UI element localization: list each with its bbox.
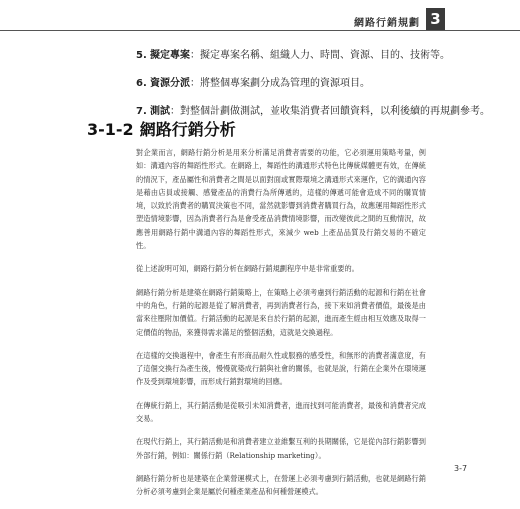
item-number: 5. — [136, 50, 147, 61]
paragraph: 在傳統行銷上，其行銷活動是從吸引未知消費者，進而找到可能消費者，最後和消費者完成交易。 — [136, 400, 426, 424]
paragraph: 網路行銷分析是建築在網路行銷策略上，在策略上必須考慮到行銷活動的起源和行銷在社會中的角色，行銷的起源是從了解消費者，再到消費者行為，接下來如消費者價值，最後是由當來往壓附加價值。行銷活動的起源是來自於行銷的起源，進而產生經由相互效應及取得一定價值的物品，來獲得需求滿足的整個活動，這就是交換過程。 — [136, 287, 426, 337]
page-number: 3-7 — [454, 464, 468, 473]
paragraph: 從上述說明可知，網路行銷分析在網路行銷規劃程序中是非常重要的。 — [136, 264, 359, 274]
item-number: 7. — [136, 106, 147, 117]
item-text: ：將整個專案劃分成為管理的資源項目。 — [190, 78, 370, 89]
item-term: 擬定專案 — [150, 50, 190, 61]
paragraph: 在這樣的交換過程中，會產生有形商品耐久性或服務的感受性，和無形的消費者滿意度，有了這個交換行為產生後，慢慢就築成行銷與社會的關係，也就是說，行銷在企業外在環境運作及受到環境影響，而形成行銷對環境的回應。 — [136, 350, 426, 387]
header-rule — [0, 30, 520, 31]
paragraph: 網路行銷分析也是建築在企業營運模式上，在營運上必須考慮到行銷活動，也就是網路行銷分析必須考慮到企業是屬於何種產業產品和何種營運模式。 — [136, 473, 426, 497]
section-heading — [87, 117, 236, 140]
list-item — [136, 48, 470, 76]
item-term: 資源分派 — [150, 78, 190, 89]
section-number: 3-1-2 — [87, 120, 134, 139]
section-title: 網路行銷分析 — [139, 120, 236, 139]
paragraph: 在現代行銷上，其行銷活動是和消費者建立並維繫互利的長期關係，它是從內部行銷影響到外部行銷，例如：關係行銷（Relationship marketing）。 — [136, 437, 426, 460]
running-header-title: 網路行銷規劃 — [354, 18, 420, 29]
chapter-number-badge: 3 — [426, 8, 445, 30]
item-text: ：對整個計劃做測試，並收集消費者回饋資料，以利後續的再規劃參考。 — [170, 106, 490, 117]
paragraph: 對企業而言，網路行銷分析是用來分析滿足消費者需要的功能，它必須運用策略考量，例如：溝通內容的舞蹈性形式。在網路上，舞蹈性的溝通形式特色比傳統媒體更有效，在傳統的情況下，產品屬性和消費者之間是以面對面或實際環境之溝通形式來運作，它的溝通內容是藉由店員或接觸、感覺產品的消費行為所傳遞的，這樣的傳遞可能會造成不同的購買情境，以致於消費者的購買決策也不同，當然就影響到消費者購買行為，故應運用舞蹈性形式塑造情境影響，因為消費者行為是會受產品消費情境影響，而改變彼此之間的互動情況，故應善用網路行銷中溝通內容的舞蹈性形式，來減少 web 上產品品質及行銷交易的不確定性。 — [136, 148, 426, 251]
list-item — [136, 76, 470, 104]
body-content — [136, 146, 426, 509]
item-term: 測試 — [150, 106, 170, 117]
item-text: ：擬定專案名稱、組織人力、時間、資源、目的、技術等。 — [190, 50, 450, 61]
item-number: 6. — [136, 78, 147, 89]
